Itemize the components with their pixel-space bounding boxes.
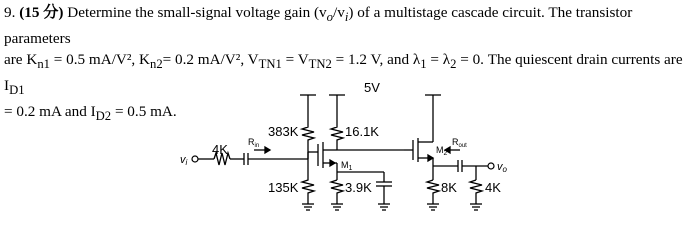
vi-label — [180, 154, 188, 167]
m1-text: M — [341, 160, 349, 170]
r1-label: 383K — [268, 124, 299, 139]
text-segment: Determine the small-signal voltage gain (v — [67, 4, 327, 21]
problem-number: 9. — [4, 4, 16, 21]
text-sub: n1 — [37, 57, 50, 72]
m2-sub: 2 — [443, 150, 448, 157]
rin-sub: in — [254, 143, 260, 149]
text-sub: n2 — [150, 57, 163, 72]
rs2-label: 8K — [441, 180, 457, 195]
supply-label: 5V — [364, 80, 380, 95]
m2-label — [436, 145, 448, 157]
vi-sub: i — [185, 158, 188, 167]
rout-sub: out — [458, 143, 467, 149]
text-segment: = 0.2 mA/V², V — [162, 51, 259, 69]
text-sub: TN1 — [258, 57, 282, 72]
rs1-label: 3.9K — [345, 180, 372, 195]
m1-label — [341, 160, 353, 172]
text-sub: 1 — [420, 57, 427, 72]
text-segment: are K — [4, 51, 38, 69]
output-terminal — [488, 163, 494, 169]
m2-text: M — [436, 145, 444, 155]
text-sub: D2 — [95, 109, 112, 124]
problem-points: (15 分) — [19, 4, 64, 21]
input-terminal — [192, 156, 198, 162]
text-segment: = 1.2 V, and λ — [331, 51, 421, 69]
vo-label — [497, 161, 508, 174]
vo-text: v — [497, 161, 503, 173]
rin-label — [248, 137, 259, 149]
m1-sub: 1 — [348, 165, 353, 172]
text-sub: i — [344, 10, 349, 25]
r2-label: 135K — [268, 180, 299, 195]
text-segment: = 0.5 mA/V², K — [49, 51, 150, 69]
rout-text: R — [452, 137, 459, 147]
text-sub: D1 — [9, 83, 25, 98]
text-sub: o — [326, 10, 333, 25]
rout-label — [452, 137, 467, 149]
text-segment: = λ — [426, 51, 451, 69]
text-sub: 2 — [450, 57, 457, 72]
text-segment: = 0. The quiescent drain currents are I — [4, 51, 683, 95]
rsig-label: 4K — [212, 142, 228, 157]
text-segment: /v — [332, 4, 345, 21]
vi-text: v — [180, 154, 186, 166]
rl-label: 4K — [485, 180, 501, 195]
text-sub: TN2 — [308, 57, 332, 72]
rd1-label: 16.1K — [345, 124, 379, 139]
text-segment: ) of a multistage cascade circuit. The transistor parameters — [4, 4, 633, 48]
text-segment: = V — [281, 51, 309, 69]
text-segment: = 0.2 mA and I — [4, 103, 96, 121]
text-segment: = 0.5 mA. — [111, 103, 177, 121]
rin-text: R — [248, 137, 255, 147]
vo-sub: o — [502, 165, 507, 174]
